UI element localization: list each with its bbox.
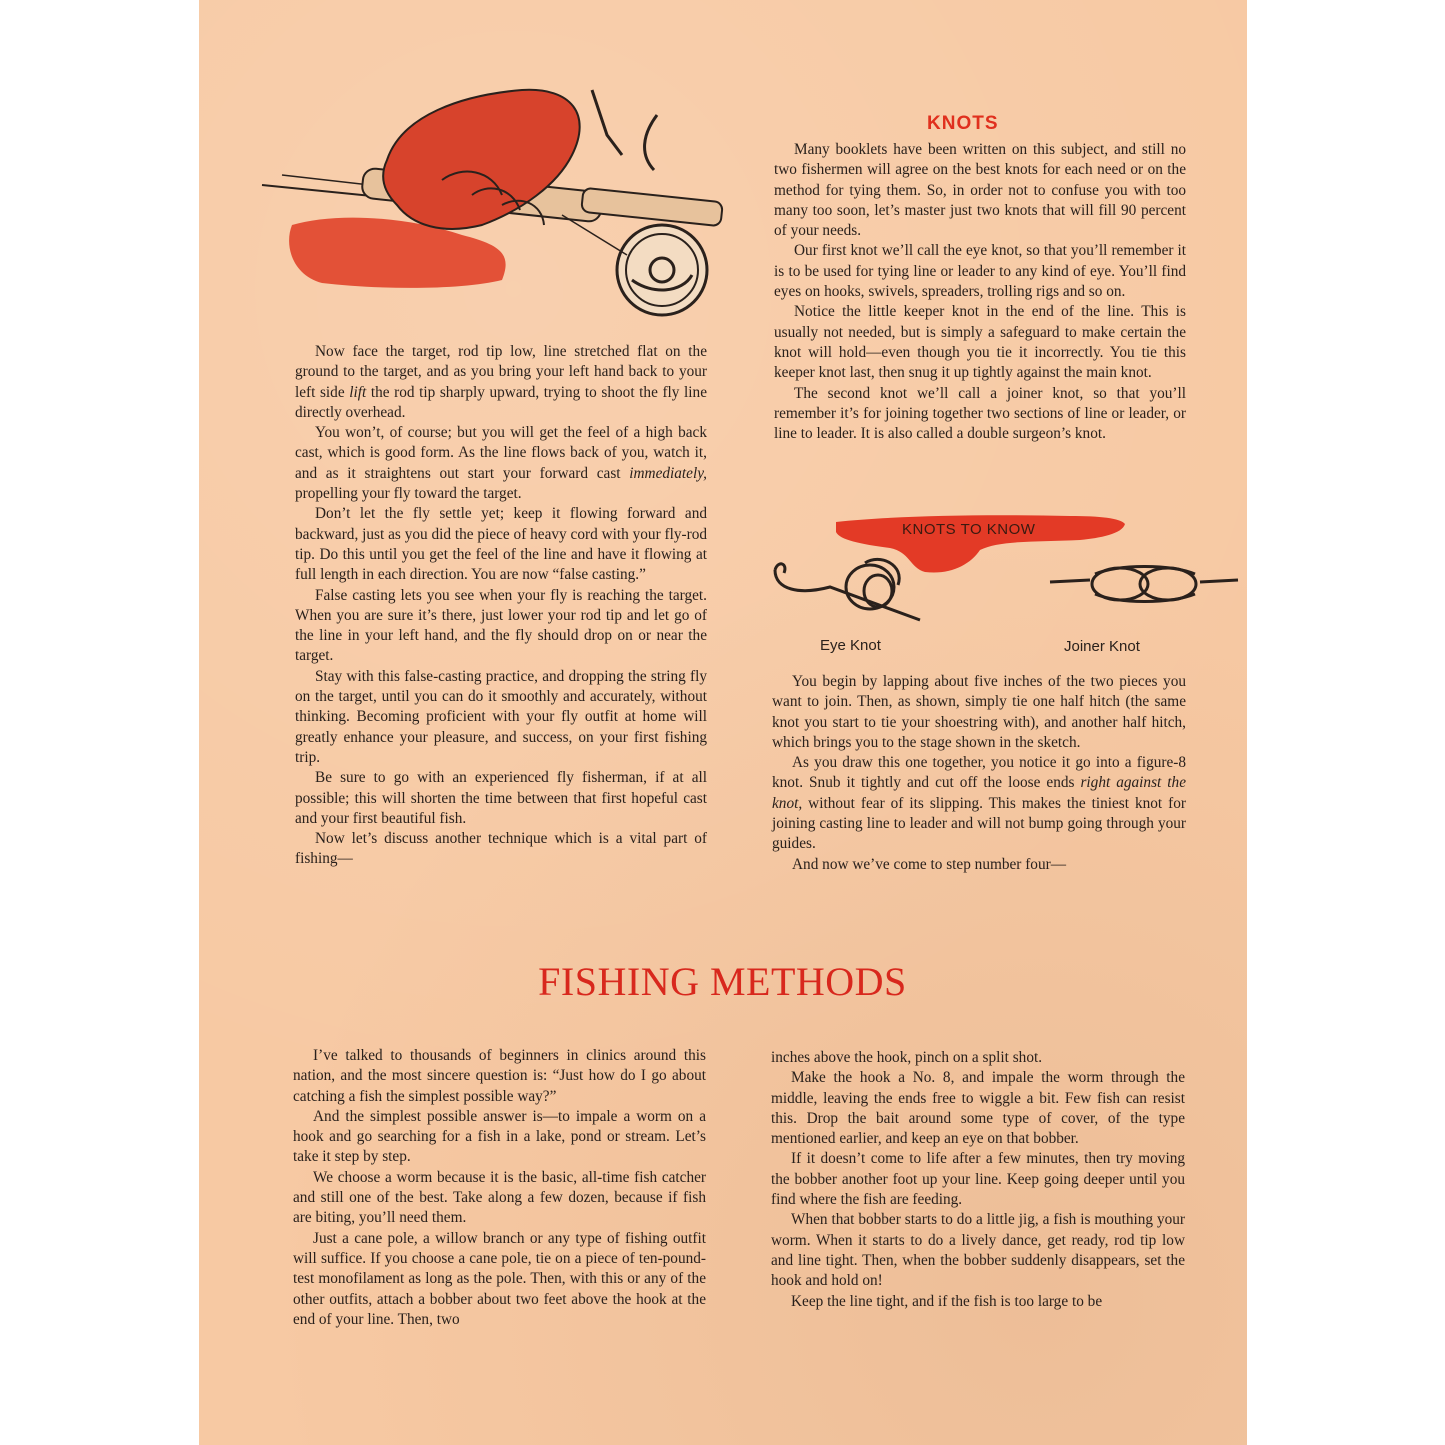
continued-line: inches above the hook, pinch on a split shot. bbox=[771, 1049, 1043, 1066]
fly-rod-hand-illustration bbox=[262, 85, 732, 315]
paragraph: The second knot we’ll call a joiner knot, so that you’ll remember it’s for joining together two sections of line or leader, or line to leader. It is also called a double surgeon’s knot. bbox=[774, 384, 1186, 443]
paragraph: Notice the little keeper knot in the end of the line. This is usually not needed, but is simply a safeguard to make certain the knot will hold—even though you tie it incorrectly. You tie this keeper knot last, then snug it up tightly against the main knot. bbox=[774, 303, 1186, 382]
paragraph: Make the hook a No. 8, and impale the worm through the middle, leaving the ends free to wiggle a bit. Few fish can resist this. Drop the bait around some type of cover, of the type mentioned earlier, and keep an eye on that bobber. bbox=[771, 1069, 1185, 1148]
knots-to-know-label: KNOTS TO KNOW bbox=[902, 521, 1036, 538]
paragraph: I’ve talked to thousands of beginners in clinics around this nation, and the most sincere question is: “Just how do I go about catching a fish the simplest possible way?” bbox=[293, 1047, 706, 1105]
paragraph: When that bobber starts to do a little jig, a fish is mouthing your worm. When it starts to do a lively dance, get ready, rod tip low and line tight. Then, when the bobber suddenly disappears, set the hook and hold on! bbox=[771, 1211, 1185, 1290]
italic-text: lift bbox=[349, 383, 367, 401]
joiner-knot-drawing bbox=[1050, 560, 1240, 610]
eye-knot-label: Eye Knot bbox=[820, 637, 881, 654]
paragraph: We choose a worm because it is the basic, all-time fish catcher and still one of the best. Take along a few dozen, because if fish are biting, you’ll need them. bbox=[293, 1168, 706, 1227]
paragraph: False casting lets you see when your fly is reaching the target. When you are sure it’s there, just lower your rod tip and let go of the line in your left hand, and the fly should drop on or near the target. bbox=[295, 586, 707, 665]
paragraph: You begin by lapping about five inches of the two pieces you want to join. Then, as shown, simply tie one half hitch (the same knot you start to tie your shoestring with), and another half hitch, which brings you to the stage shown in the sketch. bbox=[772, 673, 1186, 751]
paragraph: Be sure to go with an experienced fly fisherman, if at all possible; this will shorten the time between that first hopeful cast and your first beautiful fish. bbox=[295, 769, 707, 827]
fishing-methods-right-column bbox=[771, 1048, 1185, 1312]
paragraph: And now we’ve come to step number four— bbox=[792, 855, 1066, 873]
paragraph: Now face the target, rod tip low, line stretched flat on the ground to the target, and as you bring your left hand back to your left side lift the rod tip sharply upward, trying to shoot the fly line directly overhead. bbox=[295, 343, 707, 421]
paragraph: As you draw this one together, you notice it go into a figure-8 knot. Snub it tightly and cut off the loose ends right against the knot, without fear of its slipping. This makes the tiniest knot for joining casting line to leader and will not bump going through your guides. bbox=[772, 754, 1186, 853]
joiner-knot-text bbox=[772, 672, 1186, 875]
eye-knot-drawing bbox=[770, 555, 940, 625]
paragraph: If it doesn’t come to life after a few minutes, then try moving the bobber another foot up your line. Keep going deeper until you find where the fish are feeding. bbox=[771, 1150, 1185, 1209]
knots-text bbox=[774, 140, 1186, 444]
paragraph: Now let’s discuss another technique which is a vital part of fishing— bbox=[295, 830, 707, 868]
paragraph: You won’t, of course; but you will get the feel of a high back cast, which is good form. As the line flows back of you, watch it, and as it straightens out start your forward cast immediately, propelling your fly toward the target. bbox=[295, 424, 707, 503]
italic-text: immediately, bbox=[629, 464, 707, 482]
paragraph: Our first knot we’ll call the eye knot, so that you’ll remember it is to be used for tying line or leader to any kind of eye. You’ll find eyes on hooks, swivels, spreaders, trolling rigs and so on. bbox=[774, 242, 1186, 301]
fishing-methods-title: FISHING METHODS bbox=[538, 959, 907, 1004]
knots-heading: KNOTS bbox=[927, 113, 999, 134]
paragraph: Keep the line tight, and if the fish is too large to be bbox=[791, 1292, 1103, 1310]
fishing-methods-left-column bbox=[293, 1046, 706, 1330]
joiner-knot-label: Joiner Knot bbox=[1064, 638, 1140, 655]
paragraph: Don’t let the fly settle yet; keep it flowing forward and backward, just as you did the piece of heavy cord with your fly-rod tip. Do this until you get the feel of the line and have it flowing at full length in each direction. You are now “false casting.” bbox=[295, 505, 707, 584]
paragraph: And the simplest possible answer is—to impale a worm on a hook and go searching for a fish in a lake, pond or stream. Let’s take it step by step. bbox=[293, 1107, 706, 1166]
left-column-text bbox=[295, 342, 707, 870]
paragraph: Stay with this false-casting practice, and dropping the string fly on the target, until you can do it smoothly and accurately, without thinking. Becoming proficient with your fly outfit at home will greatly enhance your pleasure, and success, on your first fishing trip. bbox=[295, 667, 707, 766]
paragraph: Just a cane pole, a willow branch or any type of fishing outfit will suffice. If you choose a cane pole, tie on a piece of ten-pound-test monofilament as long as the pole. Then, with this or any of the other outfits, attach a bobber about two feet above the hook at the end of your line. Then, two bbox=[293, 1229, 706, 1328]
italic-text: right against the knot, bbox=[772, 774, 1186, 812]
paragraph: Many booklets have been written on this subject, and still no two fishermen will agree on the best knots for each need or on the method for tying them. So, in order not to confuse you with too many too soon, let’s master just two knots that will fill 90 percent of your needs. bbox=[774, 141, 1186, 240]
